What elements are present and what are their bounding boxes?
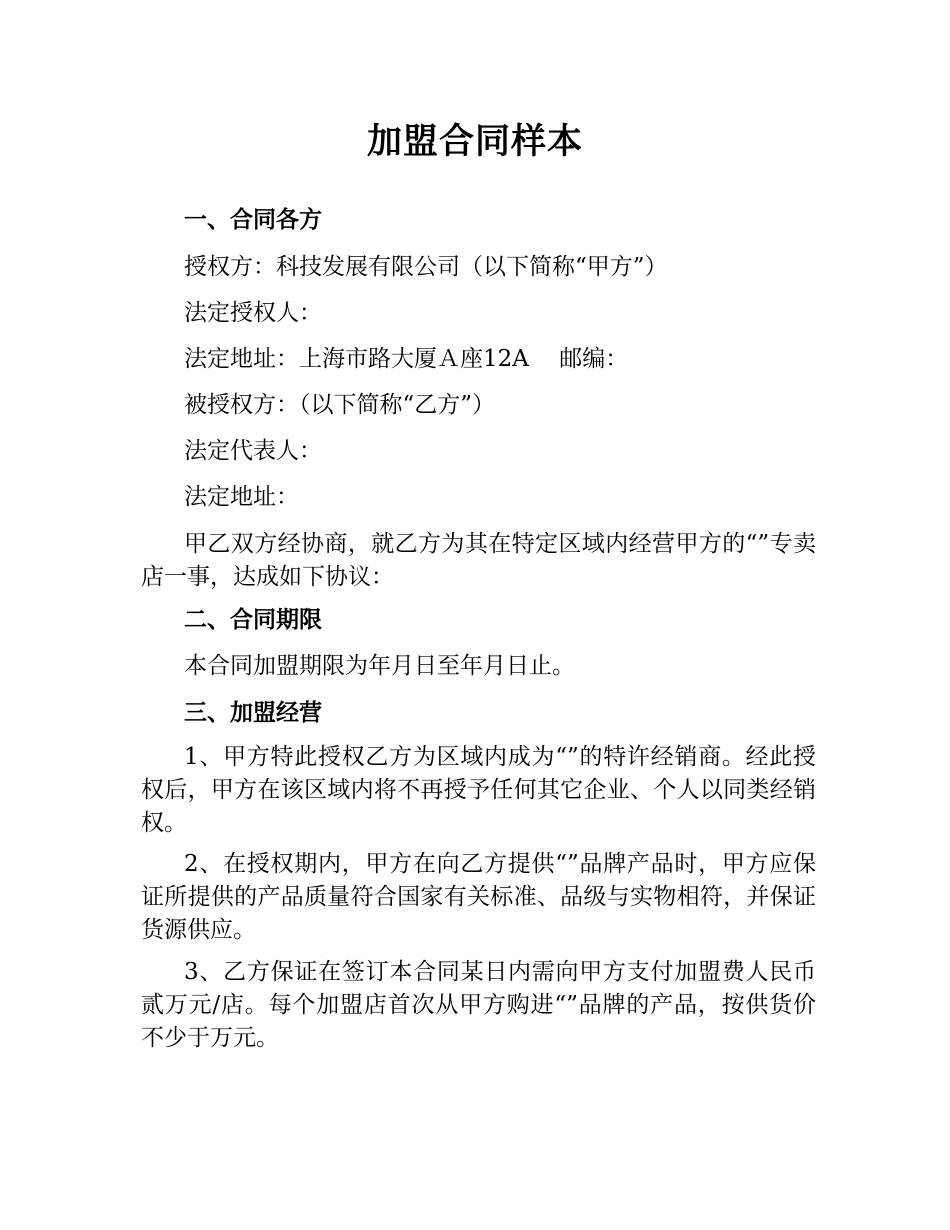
authorizer-address-line: 法定地址：上海市路大厦Ａ座12A 邮编： xyxy=(184,346,629,372)
section-heading-franchise: 三、加盟经营 xyxy=(184,700,322,726)
section-heading-parties: 一、合同各方 xyxy=(184,207,322,233)
clause-1-paragraph: 1、甲方特此授权乙方为区域内成为“”的特许经销商。经此授权后，甲方在该区域内将不再授予任何其它企业、个人以同类经销权。 xyxy=(141,744,816,836)
clause-2-paragraph: 2、在授权期内，甲方在向乙方提供“”品牌产品时，甲方应保证所提供的产品质量符合国家有关标准、品级与实物相符，并保证货源供应。 xyxy=(141,851,816,943)
legal-authorized-person-line: 法定授权人： xyxy=(184,300,322,326)
authorizer-line: 授权方：科技发展有限公司（以下简称“甲方”） xyxy=(184,254,668,280)
licensee-line: 被授权方：（以下简称“乙方”） xyxy=(184,392,496,418)
licensee-address-line: 法定地址： xyxy=(184,484,299,510)
section-heading-term: 二、合同期限 xyxy=(184,607,322,633)
clause-3-paragraph: 3、乙方保证在签订本合同某日内需向甲方支付加盟费人民币贰万元/店。每个加盟店首次从甲方购进“”品牌的产品，按供货价不少于万元。 xyxy=(141,959,816,1051)
preamble-paragraph: 甲乙双方经协商，就乙方为其在特定区域内经营甲方的“”专卖店一事，达成如下协议： xyxy=(141,531,816,590)
document-title: 加盟合同样本 xyxy=(366,122,583,162)
term-line: 本合同加盟期限为年月日至年月日止。 xyxy=(184,653,575,679)
legal-representative-line: 法定代表人： xyxy=(184,438,322,464)
